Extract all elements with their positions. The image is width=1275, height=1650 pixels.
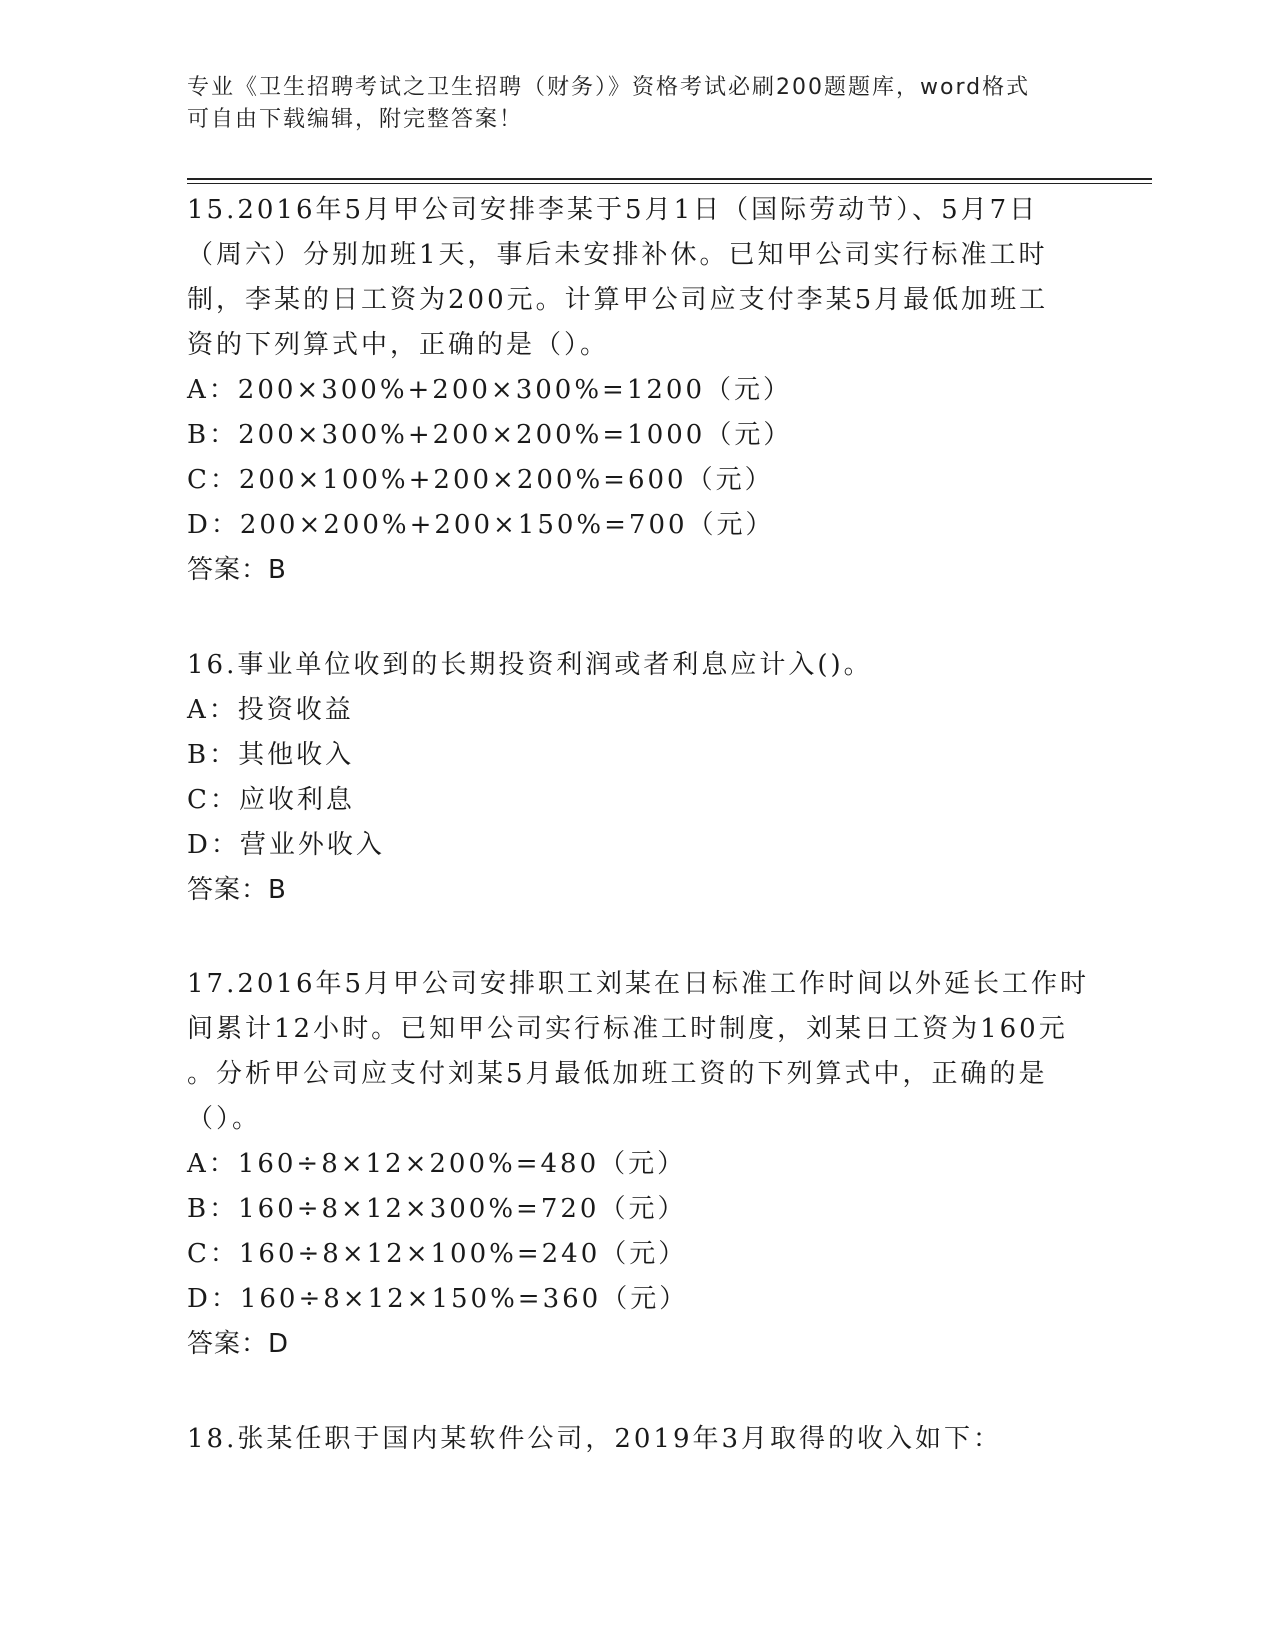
option-d: D：营业外收入 [187,830,385,860]
stem-line: 16.事业单位收到的长期投资利润或者利息应计入()。 [187,650,873,680]
question-17 [187,962,1090,1367]
question-stem [187,643,1087,688]
header-line-2: 可自由下载编辑，附完整答案！ [187,107,524,132]
stem-line: （周六）分别加班1天，事后未安排补休。已知甲公司实行标准工时 [187,240,1048,270]
document-header [187,72,1087,136]
header-divider-thin [187,183,1152,184]
answer-line: 答案：B [187,875,287,905]
stem-line: 制，李某的日工资为200元。计算甲公司应支付李某5月最低加班工 [187,285,1049,315]
option-a: A：200×300%+200×300%=1200（元） [187,375,792,405]
stem-line: 18.张某任职于国内某软件公司，2019年3月取得的收入如下： [187,1424,1003,1454]
option-b: B：160÷8×12×300%=720（元） [187,1194,687,1224]
question-stem [187,1417,1087,1462]
option-a: A：投资收益 [187,695,354,725]
question-stem [187,962,1090,1142]
header-line-1: 专业《卫生招聘考试之卫生招聘（财务）》资格考试必刷200题题库，word格式 [187,75,1031,100]
answer-line: 答案：D [187,1329,290,1359]
stem-line: 。分析甲公司应支付刘某5月最低加班工资的下列算式中，正确的是 [187,1059,1048,1089]
stem-line: 间累计12小时。已知甲公司实行标准工时制度，刘某日工资为160元 [187,1014,1068,1044]
stem-line: 资的下列算式中，正确的是（）。 [187,330,610,360]
header-divider-thick [187,178,1152,180]
question-16 [187,643,1087,913]
question-18 [187,1417,1087,1462]
question-15 [187,188,1087,593]
option-d: D：200×200%+200×150%=700（元） [187,510,775,540]
option-a: A：160÷8×12×200%=480（元） [187,1149,687,1179]
stem-line: 15.2016年5月甲公司安排李某于5月1日（国际劳动节）、5月7日 [187,195,1039,225]
option-b: B：200×300%+200×200%=1000（元） [187,420,793,450]
option-c: C：200×100%+200×200%=600（元） [187,465,774,495]
answer-line: 答案：B [187,555,287,585]
option-c: C：160÷8×12×100%=240（元） [187,1239,688,1269]
option-c: C：应收利息 [187,785,355,815]
option-d: D：160÷8×12×150%=360（元） [187,1284,689,1314]
stem-line: 17.2016年5月甲公司安排职工刘某在日标准工作时间以外延长工作时 [187,969,1090,999]
stem-line: （）。 [187,1104,262,1134]
question-stem [187,188,1087,368]
option-b: B：其他收入 [187,740,355,770]
